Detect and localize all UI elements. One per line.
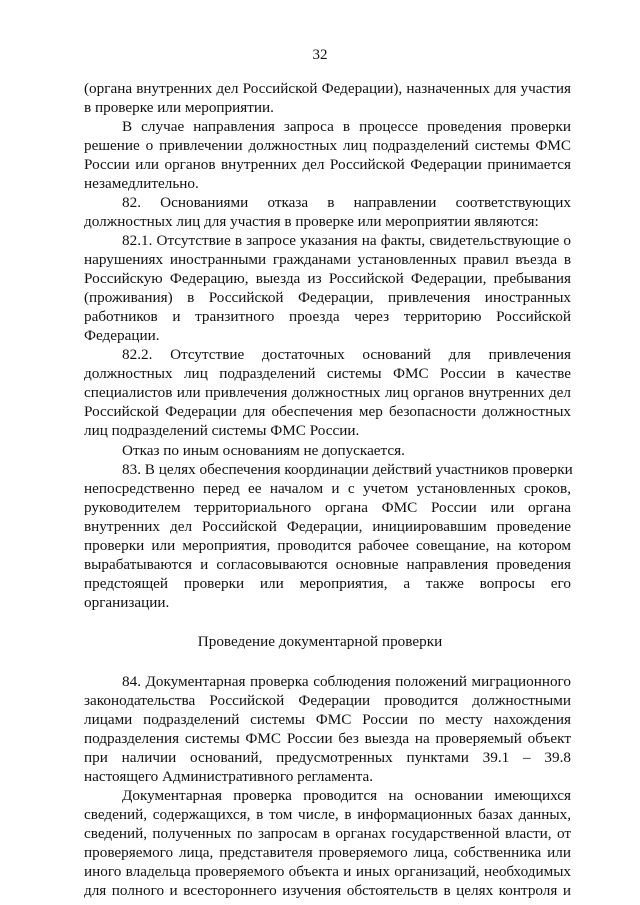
text-line: организации. bbox=[84, 594, 170, 611]
text-line: Документарная проверка проводится на основании имеющихся bbox=[122, 787, 571, 804]
text-line: иного владельца проверяемого объекта и иных организаций, необходимых bbox=[84, 863, 571, 880]
text-line: законодательства Российской Федерации проводится должностными bbox=[84, 692, 571, 709]
text-line: 82. Основаниями отказа в направлении соответствующих bbox=[122, 194, 571, 211]
text-line: проверяемого лица, представителя проверяемого лица, собственника или bbox=[84, 844, 571, 861]
text-line: в проверке или мероприятии. bbox=[84, 99, 274, 116]
text-line: сведений, полученных по запросам в органах государственной власти, от bbox=[84, 825, 571, 842]
text-line: проверки или мероприятия, проводится рабочее совещание, на котором bbox=[84, 537, 571, 554]
text-line: лицами подразделений системы ФМС России по месту нахождения bbox=[84, 711, 571, 728]
section-title: Проведение документарной проверки bbox=[197, 633, 443, 650]
text-line: нарушениях иностранными гражданами установленных правил въезда в bbox=[84, 251, 571, 268]
text-line: для полного и всестороннего изучения обстоятельств в целях контроля и bbox=[84, 882, 571, 899]
text-line: Отказ по иным основаниям не допускается. bbox=[122, 442, 405, 459]
text-line: работников и транзитного проезда через территорию Российской bbox=[84, 308, 571, 325]
text-line: подразделения системы ФМС России без выезда на проверяемый объект bbox=[84, 730, 571, 747]
text-line: России или органов внутренних дел Российской Федерации принимается bbox=[84, 156, 571, 173]
text-line: незамедлительно. bbox=[84, 175, 199, 192]
text-line: 83. В целях обеспечения координации действий участников проверки bbox=[122, 461, 573, 478]
text-line: непосредственно перед ее началом и с учетом установленных сроков, bbox=[84, 480, 571, 497]
page-number: 32 bbox=[312, 47, 328, 63]
text-line: (проживания) в Российской Федерации, привлечения иностранных bbox=[84, 289, 571, 306]
text-line: 82.1. Отсутствие в запросе указания на факты, свидетельствующие о bbox=[122, 232, 571, 249]
text-line: 84. Документарная проверка соблюдения положений миграционного bbox=[122, 673, 571, 690]
text-line: Российскую Федерацию, выезда из Российской Федерации, пребывания bbox=[84, 270, 571, 287]
text-line: специалистов или привлечения должностных лиц органов внутренних дел bbox=[84, 384, 571, 401]
text-line: настоящего Административного регламента. bbox=[84, 768, 374, 785]
text-line: вырабатываются и согласовываются основные направления проведения bbox=[84, 556, 571, 573]
text-line: (органа внутренних дел Российской Федерации), назначенных для участия bbox=[84, 80, 571, 97]
text-line: решение о привлечении должностных лиц подразделений системы ФМС bbox=[84, 137, 571, 154]
text-line: предстоящей проверки или мероприятия, а также вопросы его bbox=[84, 575, 571, 592]
text-line: Российской Федерации для обеспечения мер безопасности должностных bbox=[84, 403, 571, 420]
text-line: 82.2. Отсутствие достаточных оснований для привлечения bbox=[122, 346, 571, 363]
text-line: лиц подразделений системы ФМС России. bbox=[84, 422, 360, 439]
text-line: сведений, содержащихся, в том числе, в информационных базах данных, bbox=[84, 806, 571, 823]
text-line: руководителем территориального органа ФМС России или органа bbox=[84, 499, 571, 516]
text-line: Федерации. bbox=[84, 327, 160, 344]
text-line: В случае направления запроса в процессе проведения проверки bbox=[122, 118, 571, 135]
text-line: при наличии оснований, предусмотренных пунктами 39.1 – 39.8 bbox=[84, 749, 571, 766]
text-line: внутренних дел Российской Федерации, инициировавшим проведение bbox=[84, 518, 571, 535]
text-line: должностных лиц подразделений системы ФМС России в качестве bbox=[84, 365, 571, 382]
text-line: должностных лиц для участия в проверке или мероприятии являются: bbox=[84, 213, 539, 230]
